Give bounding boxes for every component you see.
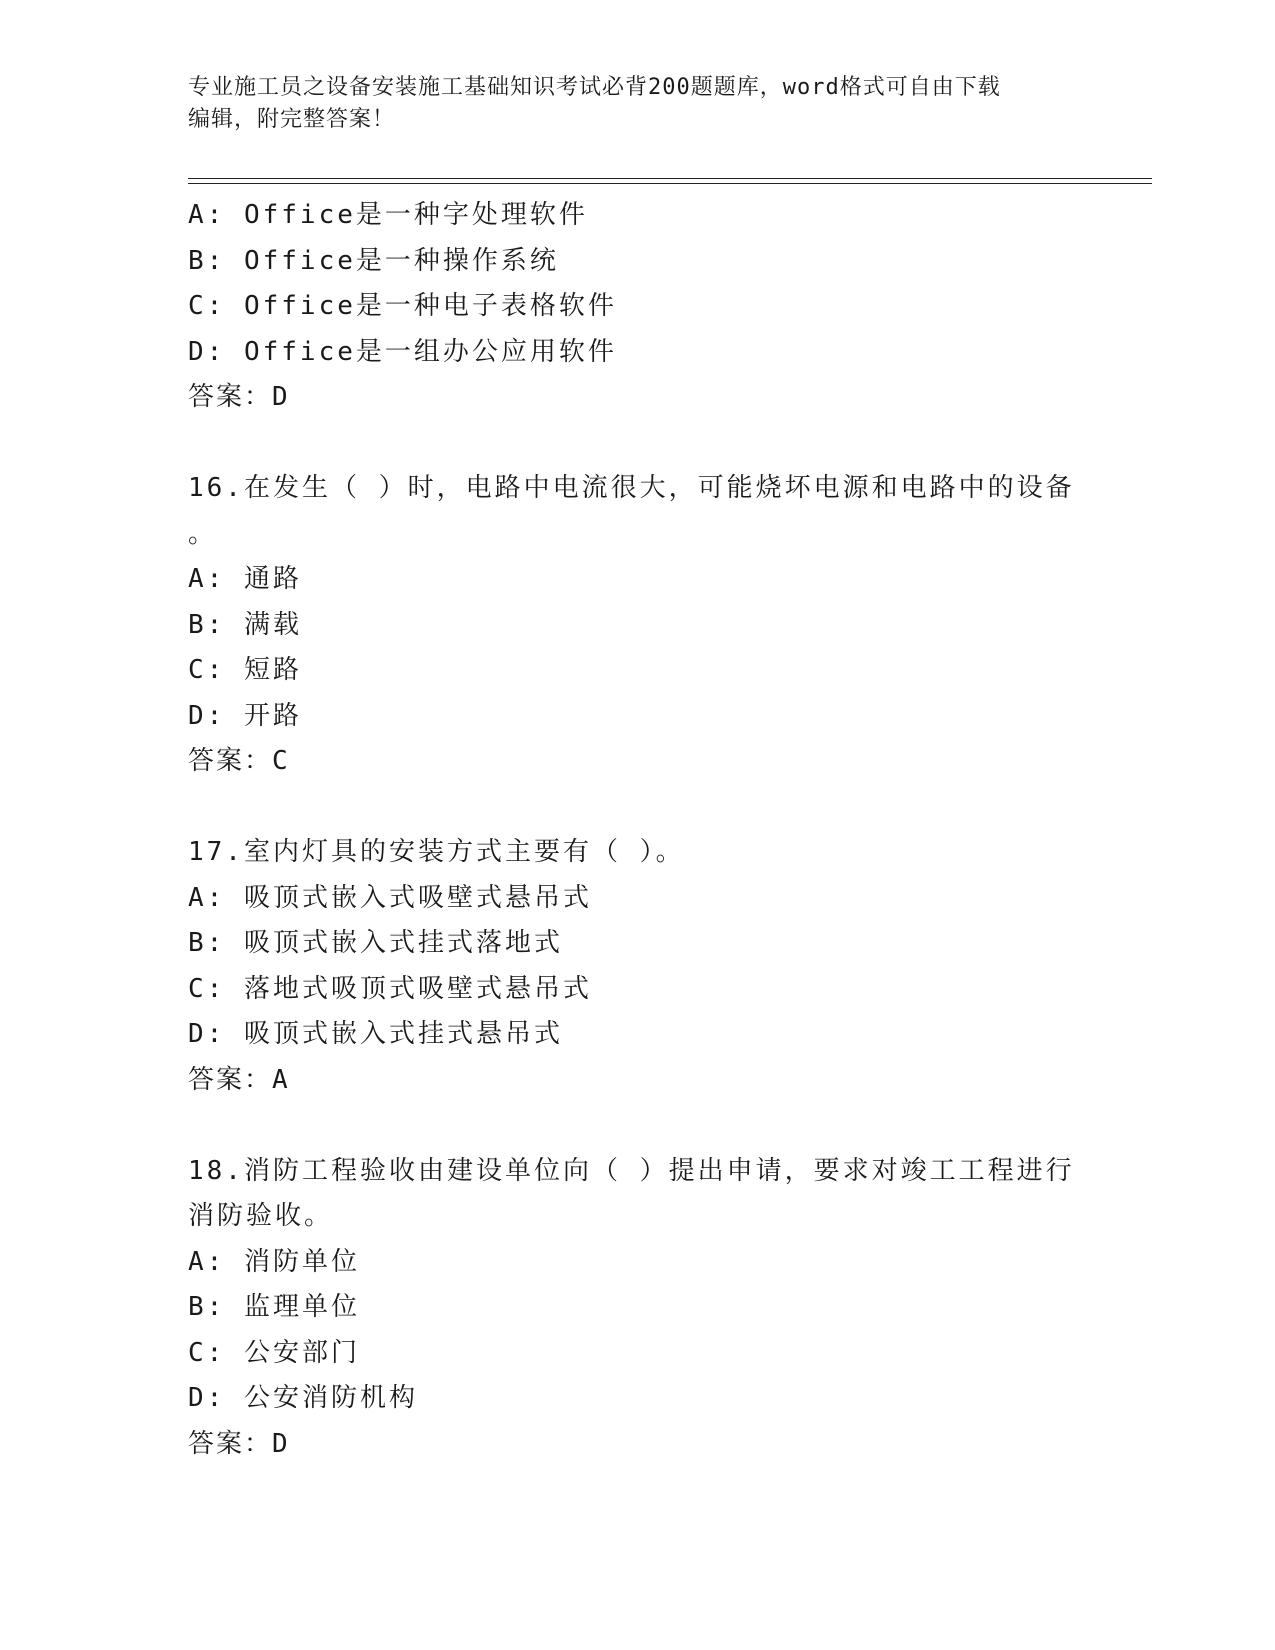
document-header xyxy=(188,72,1088,136)
option-c: C: 落地式吸顶式吸壁式悬吊式 xyxy=(188,973,592,1004)
question-15-block xyxy=(188,193,1088,421)
option-d: D: 吸顶式嵌入式挂式悬吊式 xyxy=(188,1019,563,1049)
question-17-block xyxy=(188,830,1088,1103)
answer-line: 答案：C xyxy=(188,746,290,776)
header-divider-top xyxy=(188,178,1152,179)
question-stem-continued: 。 xyxy=(188,518,218,549)
option-c: C: 公安部门 xyxy=(188,1337,360,1368)
answer-line: 答案：D xyxy=(188,1428,290,1459)
option-a: A: 通路 xyxy=(188,564,302,594)
answer-line: 答案：D xyxy=(188,382,290,412)
question-stem-continued: 消防验收。 xyxy=(188,1201,334,1231)
option-a: A: Office是一种字处理软件 xyxy=(188,200,588,230)
option-b: B: 监理单位 xyxy=(188,1292,360,1322)
header-line-1: 专业施工员之设备安装施工基础知识考试必背200题题库，word格式可自由下载 xyxy=(188,75,1001,100)
option-d: D: Office是一组办公应用软件 xyxy=(188,336,617,367)
option-d: D: 公安消防机构 xyxy=(188,1383,418,1413)
option-b: B: Office是一种操作系统 xyxy=(188,245,559,276)
question-list xyxy=(188,193,1088,1467)
option-d: D: 开路 xyxy=(188,700,302,731)
question-stem: 16.在发生（ ）时，电路中电流很大，可能烧坏电源和电路中的设备 xyxy=(188,473,1075,503)
header-divider-bottom xyxy=(188,183,1152,184)
option-a: A: 吸顶式嵌入式吸壁式悬吊式 xyxy=(188,882,592,913)
option-b: B: 吸顶式嵌入式挂式落地式 xyxy=(188,928,563,958)
question-16-block xyxy=(188,466,1088,785)
question-stem: 17.室内灯具的安装方式主要有（ ）。 xyxy=(188,837,685,867)
question-18-block xyxy=(188,1149,1088,1468)
option-c: C: Office是一种电子表格软件 xyxy=(188,291,617,321)
header-line-2: 编辑，附完整答案！ xyxy=(188,107,396,132)
answer-line: 答案：A xyxy=(188,1064,290,1095)
option-c: C: 短路 xyxy=(188,655,302,685)
option-a: A: 消防单位 xyxy=(188,1246,360,1277)
question-stem: 18.消防工程验收由建设单位向（ ）提出申请，要求对竣工工程进行 xyxy=(188,1155,1075,1186)
option-b: B: 满载 xyxy=(188,609,302,640)
